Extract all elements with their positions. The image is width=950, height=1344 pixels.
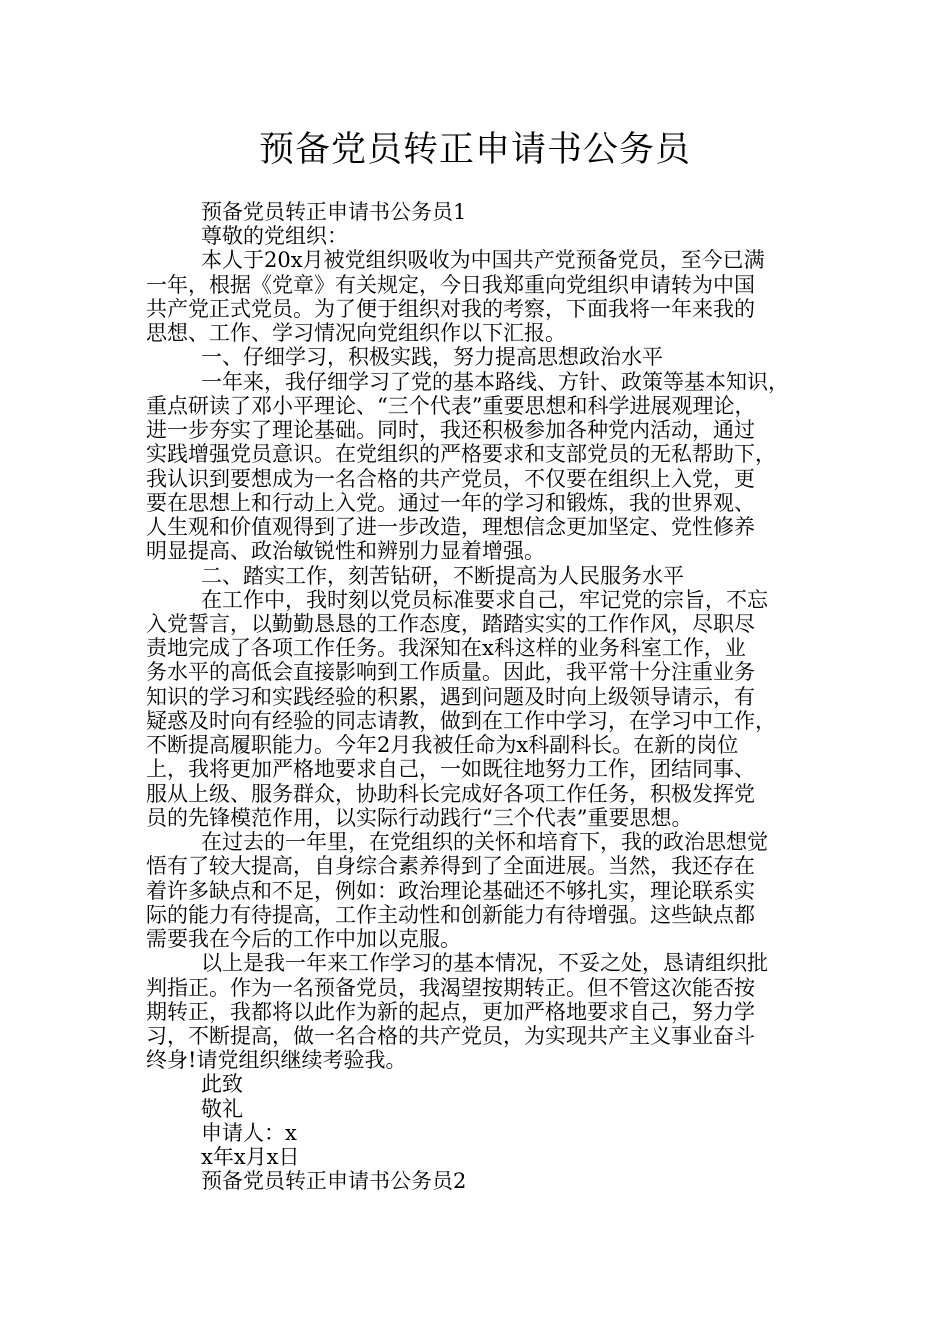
- text-line: 此致: [201, 1072, 243, 1097]
- text-line: 服从上级、服务群众，协助科长完成好各项工作任务，积极发挥党: [146, 781, 755, 806]
- text-line: 思想、工作、学习情况向党组织作以下汇报。: [146, 321, 566, 346]
- text-line: 尊敬的党组织：: [201, 224, 348, 249]
- paragraph: [146, 588, 811, 830]
- text-line: 敬礼: [201, 1096, 243, 1121]
- text-line: 以上是我一年来工作学习的基本情况，不妥之处，恳请组织批: [201, 951, 768, 976]
- document-title: 预备党员转正申请书公务员: [258, 130, 691, 170]
- closing: [146, 1072, 811, 1096]
- text-line: 习，不断提高，做一名合格的共产党员，为实现共产主义事业奋斗: [146, 1023, 755, 1048]
- text-line: 人生观和价值观得到了进一步改造，理想信念更加坚定、党性修养: [146, 515, 755, 540]
- text-line: 预备党员转正申请书公务员1: [201, 200, 467, 224]
- text-line: 上，我将更加严格地要求自己，一如既往地努力工作，团结同事、: [146, 757, 755, 782]
- text-line: 在工作中，我时刻以党员标准要求自己，牢记党的宗旨，不忘: [201, 587, 768, 612]
- text-line: 务水平的高低会直接影响到工作质量。因此，我平常十分注重业务: [146, 660, 755, 685]
- text-line: 责地完成了各项工作任务。我深知在x科这样的业务科室工作，业: [146, 636, 746, 661]
- text-line: 一、仔细学习，积极实践，努力提高思想政治水平: [201, 345, 663, 370]
- text-line: 进一步夯实了理论基础。同时，我还积极参加各种党内活动，通过: [146, 418, 755, 443]
- section-heading: [146, 200, 811, 224]
- paragraph: [146, 370, 811, 564]
- text-line: 入党誓言，以勤勤恳恳的工作态度，踏踏实实的工作作风，尽职尽: [146, 611, 755, 636]
- subheading: [146, 345, 811, 369]
- text-line: 明显提高、政治敏锐性和辨别力显着增强。: [146, 539, 545, 564]
- text-line: 悟有了较大提高，自身综合素养得到了全面进展。当然，我还存在: [146, 854, 755, 879]
- text-line: 重点研读了邓小平理论、“三个代表”重要思想和科学进展观理论，: [146, 393, 756, 418]
- salutation: [146, 224, 811, 248]
- text-line: 员的先锋模范作用，以实际行动践行“三个代表”重要思想。: [146, 805, 693, 830]
- paragraph: [146, 248, 811, 345]
- text-line: 疑惑及时向有经验的同志请教，做到在工作中学习，在学习中工作，: [146, 708, 776, 733]
- text-line: 不断提高履职能力。今年2月我被任命为x科副科长。在新的岗位: [146, 733, 739, 758]
- text-line: 要在思想上和行动上入党。通过一年的学习和锻炼，我的世界观、: [146, 490, 755, 515]
- paragraph: [146, 830, 811, 951]
- text-line: 一年，根据《党章》有关规定，今日我郑重向党组织申请转为中国: [146, 272, 755, 297]
- text-line: 本人于20x月被党组织吸收为中国共产党预备党员，至今已满: [201, 248, 765, 273]
- text-line: 判指正。作为一名预备党员，我渴望按期转正。但不管这次能否按: [146, 975, 755, 1000]
- text-line: 共产党正式党员。为了便于组织对我的考察，下面我将一年来我的: [146, 296, 755, 321]
- text-line: 申请人：x: [201, 1120, 297, 1145]
- closing: [146, 1097, 811, 1121]
- section-heading: [146, 1169, 811, 1193]
- text-line: 实践增强党员意识。在党组织的严格要求和支部党员的无私帮助下，: [146, 442, 776, 467]
- text-line: 在过去的一年里，在党组织的关怀和培育下，我的政治思想觉: [201, 830, 768, 855]
- signature: [146, 1121, 811, 1145]
- text-line: 一年来，我仔细学习了党的基本路线、方针、政策等基本知识，: [201, 369, 789, 394]
- subheading: [146, 564, 811, 588]
- text-line: 期转正，我都将以此作为新的起点，更加严格地要求自己，努力学: [146, 999, 755, 1024]
- text-line: 终身!请党组织继续考验我。: [146, 1048, 407, 1073]
- text-line: 预备党员转正申请书公务员2: [201, 1169, 467, 1194]
- paragraph: [146, 951, 811, 1072]
- text-line: 我认识到要想成为一名合格的共产党员，不仅要在组织上入党，更: [146, 466, 755, 491]
- text-line: 需要我在今后的工作中加以克服。: [146, 927, 461, 952]
- text-line: 二、踏实工作，刻苦钻研，不断提高为人民服务水平: [201, 563, 684, 588]
- document-body: [146, 200, 811, 1194]
- text-line: 知识的学习和实践经验的积累，遇到问题及时向上级领导请示，有: [146, 684, 755, 709]
- text-line: 着许多缺点和不足，例如：政治理论基础还不够扎实，理论联系实: [146, 878, 755, 903]
- text-line: x年x月x日: [201, 1145, 300, 1170]
- date: [146, 1145, 811, 1169]
- text-line: 际的能力有待提高，工作主动性和创新能力有待增强。这些缺点都: [146, 902, 755, 927]
